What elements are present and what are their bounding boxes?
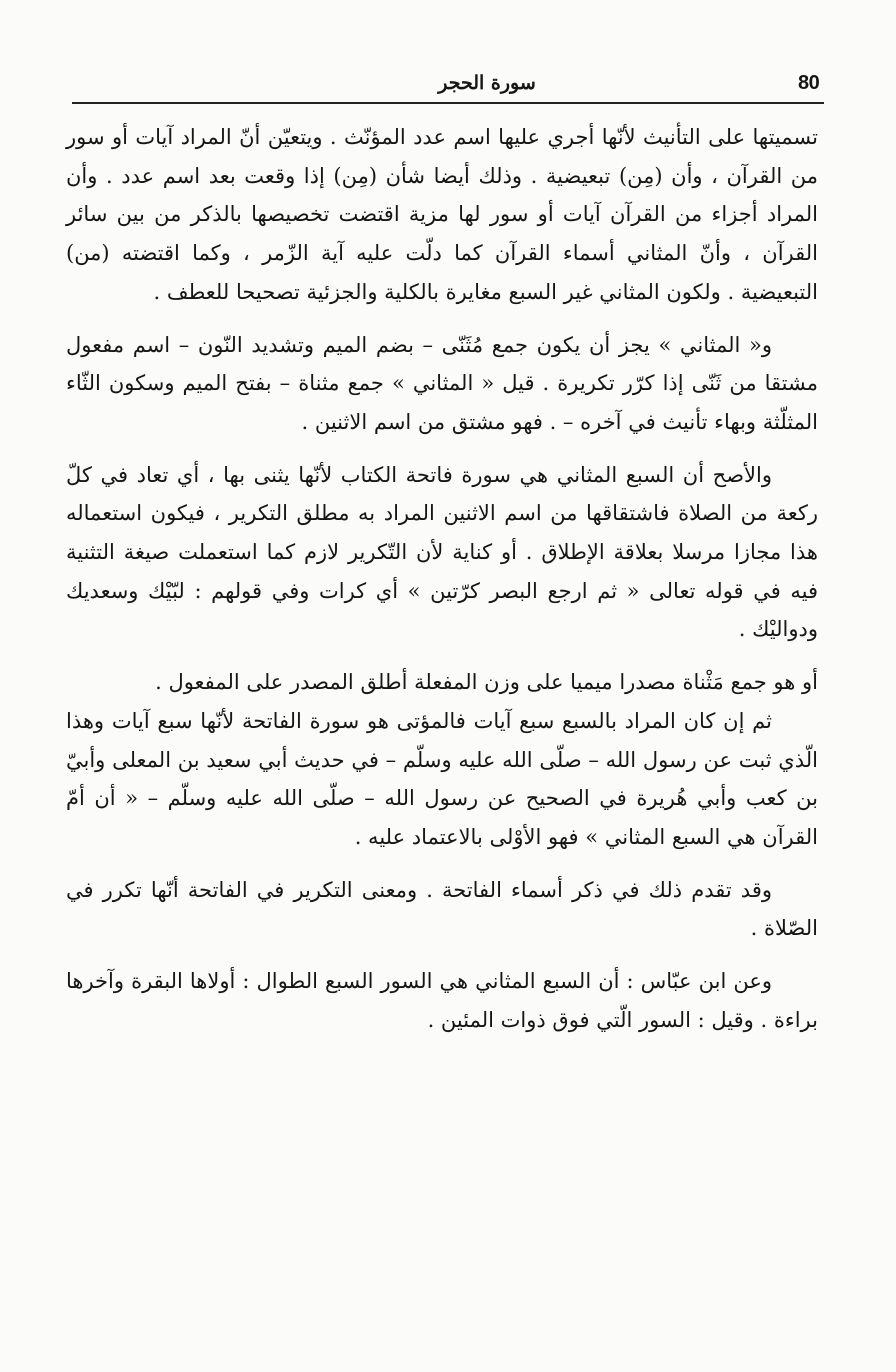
paragraph-3: والأصح أن السبع المثاني هي سورة فاتحة الكتاب لأنّها يثنى بها ، أي تعاد في كلّ ركعة من الصلاة فاشتقاقها من اسم الاثنين المراد به مطلق التكرير ، فيكون استعماله هذا مجازا مرسلا بعلاقة الإطلاق . أو كناية لأن التّكرير لازم كما استعملت صيغة التثنية فيه في قوله تعالى « ثم ارجع البصر كرّتين » أي كرات وفي قولهم : لبّيْك وسعديك ودواليْك .: [66, 462, 818, 642]
header-rule: [72, 102, 824, 104]
page-number: 80: [798, 72, 820, 94]
paragraph-7: وعن ابن عبّاس : أن السبع المثاني هي السور السبع الطوال : أولاها البقرة وآخرها براءة . وقيل : السور الّتي فوق ذوات المئين .: [66, 969, 818, 1032]
paragraph-6: وقد تقدم ذلك في ذكر أسماء الفاتحة . ومعنى التكرير في الفاتحة أنّها تكرر في الصّلاة .: [66, 877, 818, 941]
paragraph-1: تسميتها على التأنيث لأنّها أجري عليها اسم عدد المؤنّث . ويتعيّن أنّ المراد آيات أو سور من القرآن ، وأن (مِن) تبعيضية . وذلك أيضا شأن (مِن) إذا وقعت بعد اسم عدد . وأن المراد أجزاء من القرآن آيات أو سور لها مزية اقتضت تخصيصها بالذكر من بين سائر القرآن ، وأنّ المثاني أسماء القرآن كما دلّت عليه آية الزّمر ، وكما اقتضته (من) التبعيضية . ولكون المثاني غير السبع مغايرة بالكلية والجزئية تصحيحا للعطف .: [66, 125, 818, 304]
running-title: سورة الحجر: [438, 72, 536, 94]
page-header: [72, 68, 824, 106]
paragraph-2: و« المثاني » يجز أن يكون جمع مُثَنّى – بضم الميم وتشديد النّون – اسم مفعول مشتقا من ثَنّى إذا كرّر تكريرة . قيل « المثاني » جمع مثناة – بفتح الميم وسكون الثّاء المثلّثة وبهاء تأنيث في آخره – . فهو مشتق من اسم الاثنين .: [66, 332, 818, 434]
paragraph-5: ثم إن كان المراد بالسبع سبع آيات فالمؤتى هو سورة الفاتحة لأنّها سبع آيات وهذا الّذي ثبت عن رسول الله – صلّى الله عليه وسلّم – في حديث أبي سعيد بن المعلى وأبيّ بن كعب وأبي هُريرة في الصحيح عن رسول الله – صلّى الله عليه وسلّم – « أن أمّ القرآن هي السبع المثاني » فهو الأوْلى بالاعتماد عليه .: [66, 708, 818, 849]
body-text: [66, 118, 818, 1039]
paragraph-4: أو هو جمع مَثْناة مصدرا ميميا على وزن المفعلة أطلق المصدر على المفعول .: [155, 670, 818, 695]
